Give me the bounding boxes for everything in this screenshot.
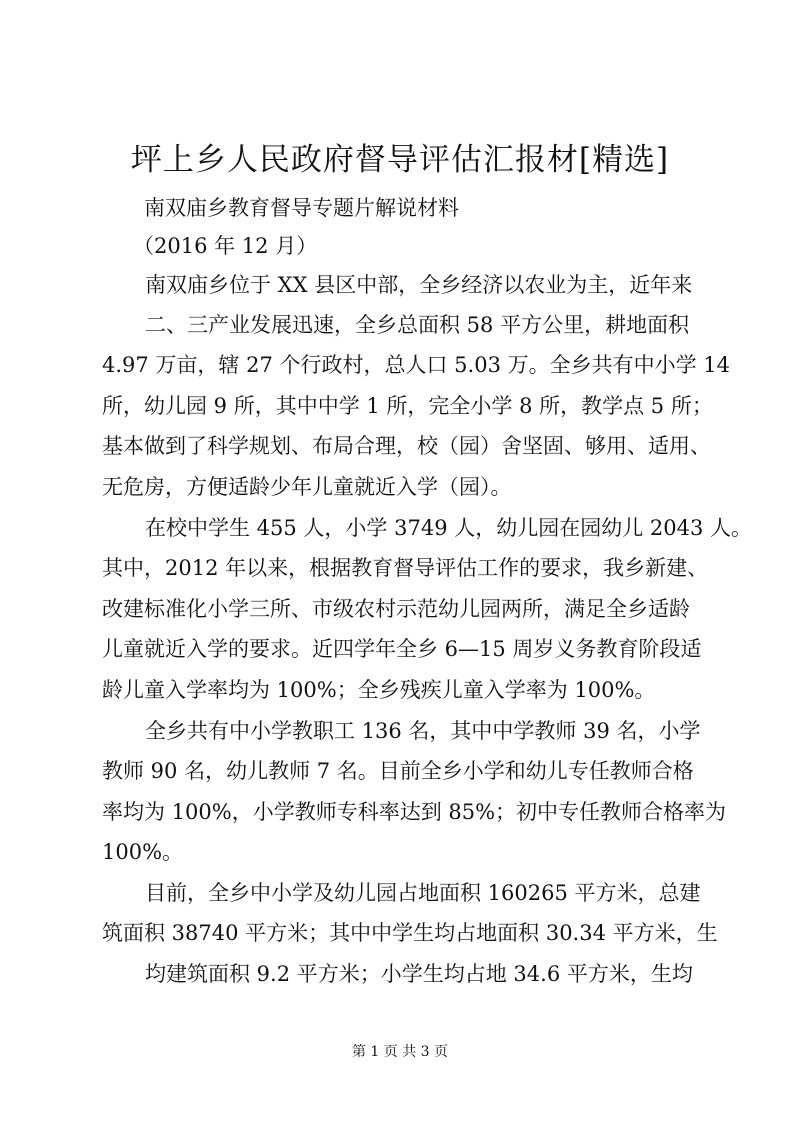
paragraph-line: 100%。 (102, 840, 184, 864)
paragraph-line: 均建筑面积 9.2 平方米；小学生均占地 34.6 平方米，生均 (145, 962, 693, 986)
paragraph-line: 筑面积 38740 平方米；其中中学生均占地面积 30.34 平方米，生 (102, 921, 718, 945)
document-subtitle: 南双庙乡教育督导专题片解说材料 (144, 196, 459, 220)
paragraph-line: 全乡共有中小学教职工 136 名，其中中学教师 39 名，小学 (145, 719, 701, 743)
paragraph-line: 南双庙乡位于 XX 县区中部，全乡经济以农业为主，近年来 (145, 273, 693, 297)
document-title: 坪上乡人民政府督导评估汇报材[精选] (130, 142, 670, 178)
page-footer: 第 1 页 共 3 页 (351, 1044, 449, 1060)
paragraph-line: 其中，2012 年以来，根据教育督导评估工作的要求，我乡新建、 (102, 556, 709, 580)
paragraph-line: 在校中学生 455 人，小学 3749 人，幼儿园在园幼儿 2043 人。 (145, 516, 753, 540)
paragraph-line: 改建标准化小学三所、市级农村示范幼儿园两所，满足全乡适龄 (102, 597, 690, 621)
paragraph-line: 二、三产业发展迅速，全乡总面积 58 平方公里，耕地面积 (145, 313, 690, 337)
paragraph-line: 教师 90 名，幼儿教师 7 名。目前全乡小学和幼儿专任教师合格 (102, 759, 694, 783)
paragraph-line: 4.97 万亩，辖 27 个行政村，总人口 5.03 万。全乡共有中小学 14 (102, 353, 731, 377)
paragraph-line: 无危房，方便适龄少年儿童就近入学（园）。 (102, 475, 512, 499)
paragraph-line: 率均为 100%，小学教师专科率达到 85%；初中专任教师合格率为 (102, 800, 727, 824)
paragraph-line: 龄儿童入学率均为 100%；全乡残疾儿童入学率为 100%。 (102, 678, 656, 702)
paragraph-line: 基本做到了科学规划、布局合理，校（园）舍坚固、够用、适用、 (102, 434, 711, 458)
document-date: （2016 年 12 月） (133, 234, 318, 258)
paragraph-line: 所，幼儿园 9 所，其中中学 1 所，完全小学 8 所，教学点 5 所； (102, 394, 713, 418)
paragraph-line: 目前，全乡中小学及幼儿园占地面积 160265 平方米，总建 (145, 881, 701, 905)
paragraph-line: 儿童就近入学的要求。近四学年全乡 6—15 周岁义务教育阶段适 (102, 637, 702, 661)
